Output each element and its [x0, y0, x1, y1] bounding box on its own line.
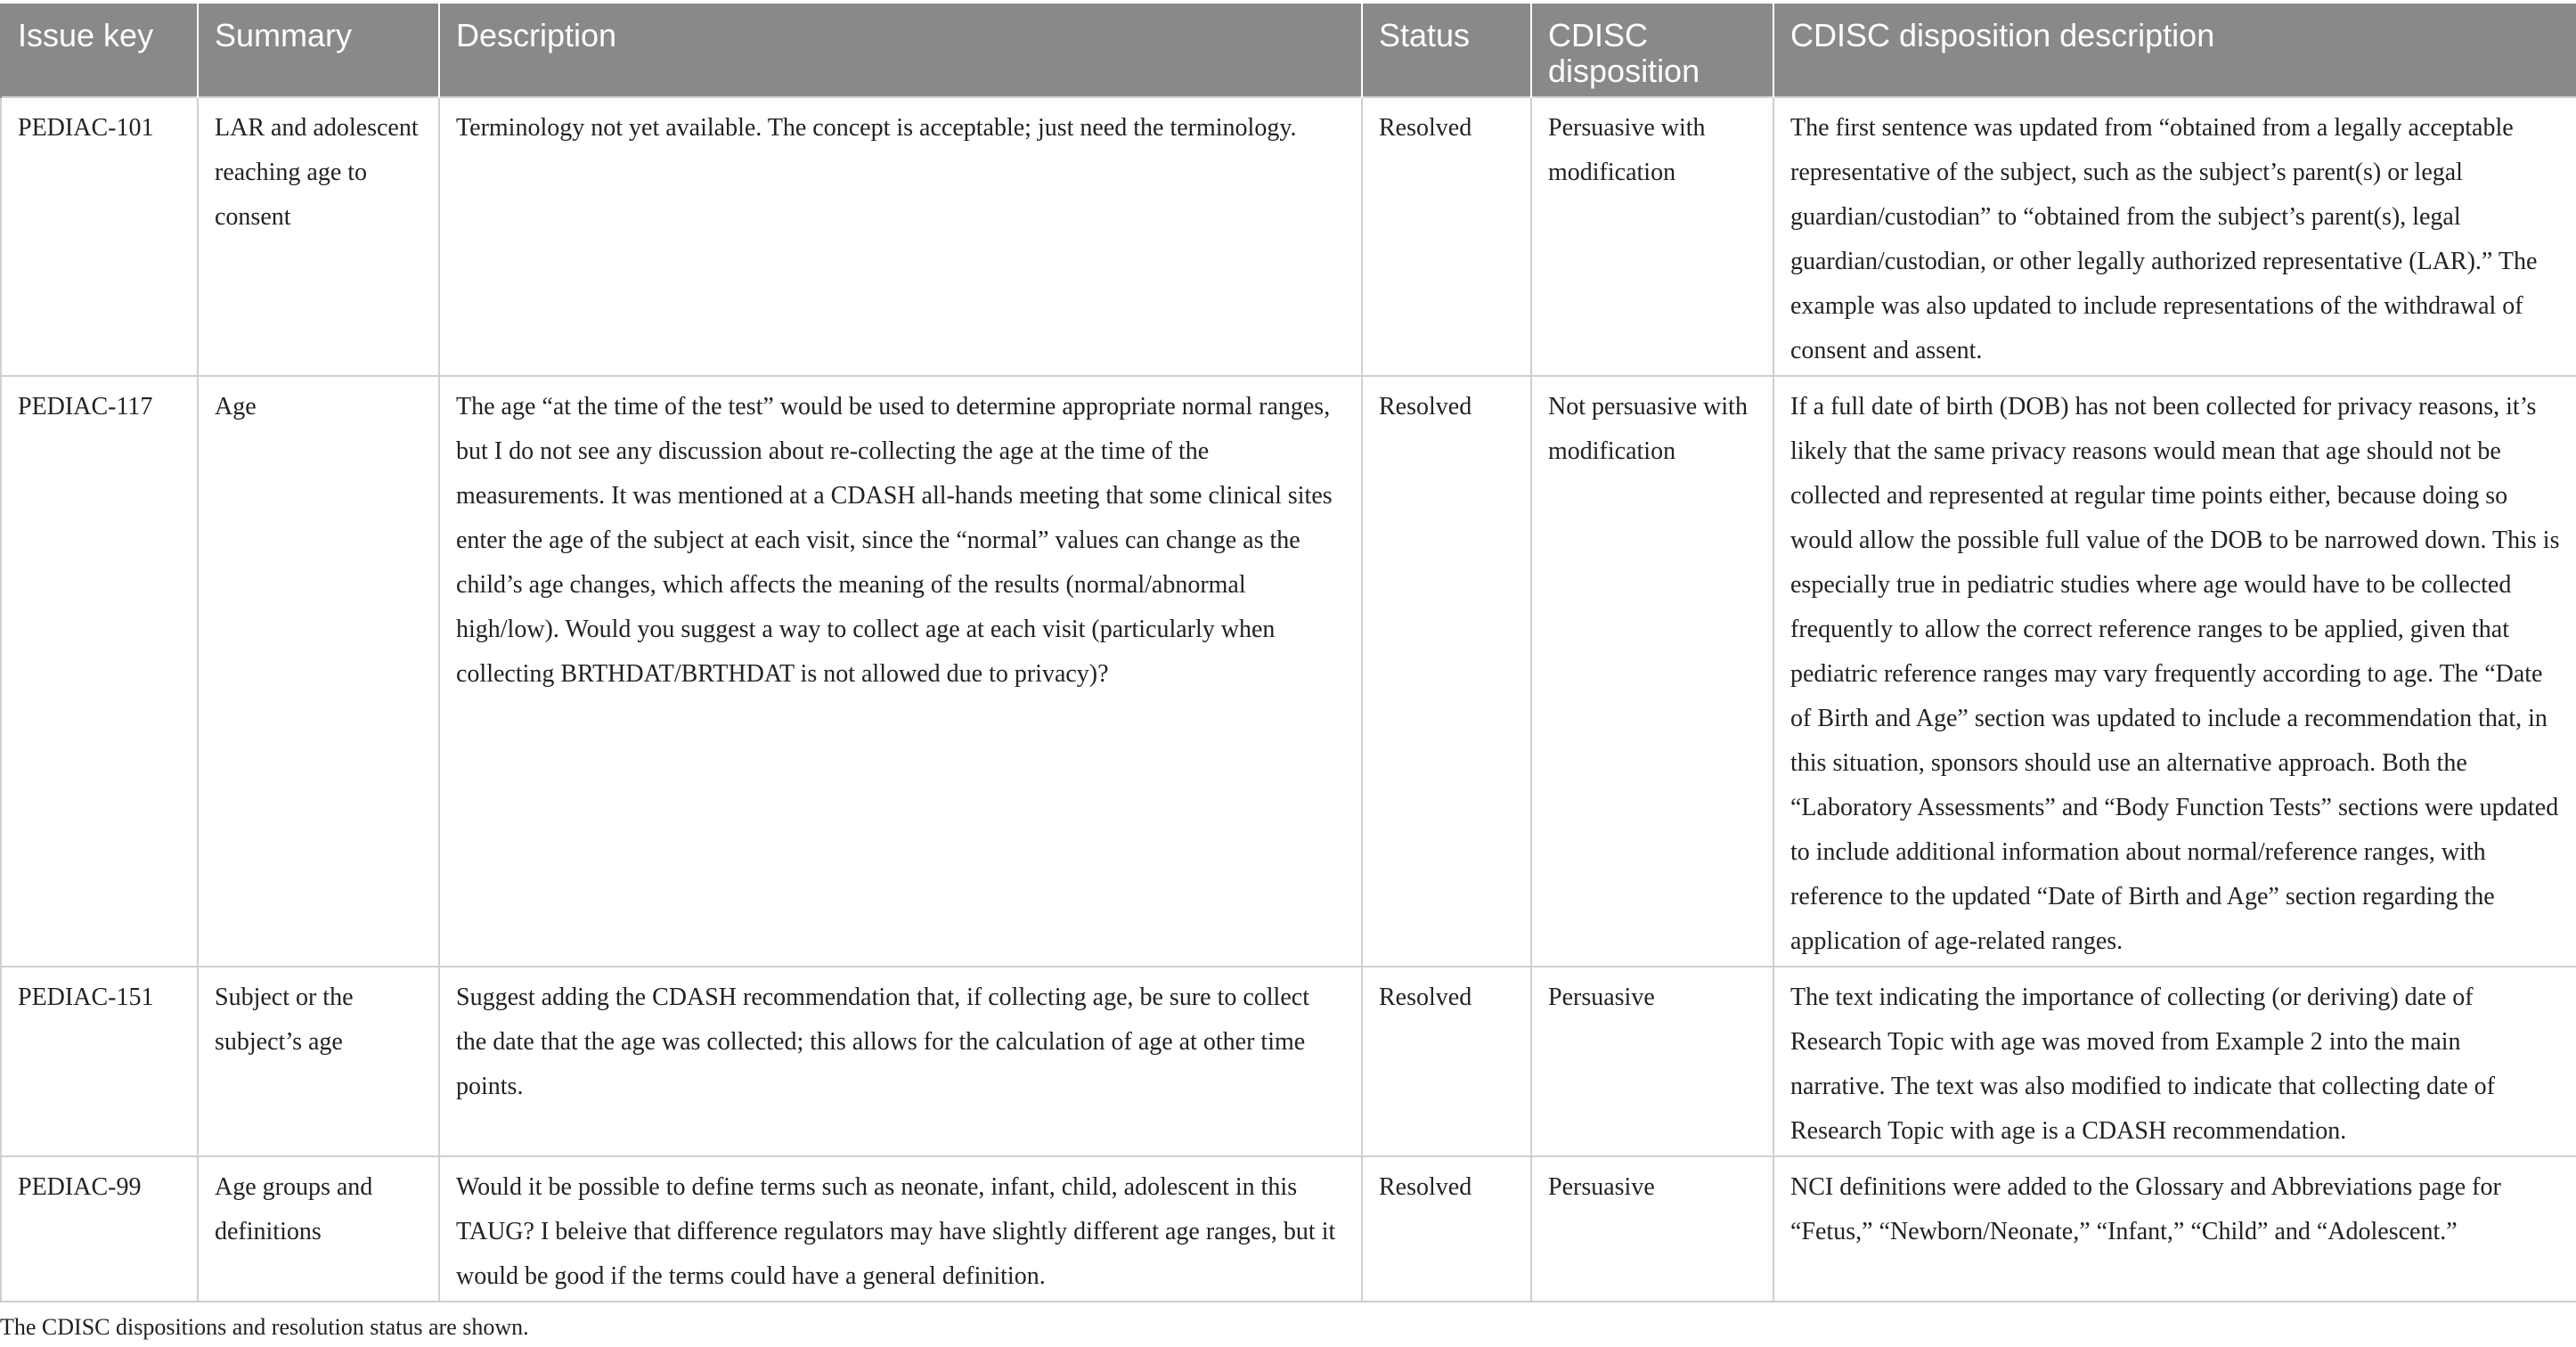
cell-disposition: Not persuasive with modification	[1531, 376, 1773, 967]
cell-disposition-description: If a full date of birth (DOB) has not been collected for privacy reasons, it’s likely that the same privacy reasons would mean that age should not be collected and represented at regular time points either, because doing so would allow the possible full value of the DOB to be narrowed down. This is especially true in pediatric studies where age would have to be collected frequently to allow the correct reference ranges to be applied, given that pediatric reference ranges may vary frequently according to age. The “Date of Birth and Age” section was updated to include a recommendation that, in this situation, sponsors should use an alternative approach. Both the “Laboratory Assessments” and “Body Function Tests” sections were updated to include additional information about normal/reference ranges, with reference to the updated “Date of Birth and Age” section regarding the application of age-related ranges.	[1773, 376, 2576, 967]
cell-disposition: Persuasive	[1531, 967, 1773, 1156]
cell-summary: Subject or the subject’s age	[198, 967, 439, 1156]
cell-summary: LAR and adolescent reaching age to consent	[198, 97, 439, 376]
cell-issue-key: PEDIAC-117	[1, 376, 198, 967]
cell-issue-key: PEDIAC-151	[1, 967, 198, 1156]
cell-status: Resolved	[1362, 97, 1531, 376]
cell-summary: Age groups and definitions	[198, 1156, 439, 1302]
header-row	[1, 4, 2576, 97]
header-issue-key: Issue key	[1, 4, 198, 97]
cell-issue-key: PEDIAC-101	[1, 97, 198, 376]
header-cdisc-disposition-description: CDISC disposition description	[1773, 4, 2576, 97]
table-row	[1, 1156, 2576, 1302]
header-cdisc-disposition: CDISC disposition	[1531, 4, 1773, 97]
table-footnote: The CDISC dispositions and resolution status are shown.	[0, 1314, 529, 1340]
cell-disposition-description: The text indicating the importance of collecting (or deriving) date of Research Topic with age was moved from Example 2 into the main narrative. The text was also modified to indicate that collecting date of Research Topic with age is a CDASH recommendation.	[1773, 967, 2576, 1156]
cell-description: The age “at the time of the test” would be used to determine appropriate normal ranges, but I do not see any discussion about re-collecting the age at the time of the measurements. It was mentioned at a CDASH all-hands meeting that some clinical sites enter the age of the subject at each visit, since the “normal” values can change as the child’s age changes, which affects the meaning of the results (normal/abnormal high/low). Would you suggest a way to collect age at each visit (particularly when collecting BRTHDAT/BRTHDAT is not allowed due to privacy)?	[439, 376, 1362, 967]
cell-summary: Age	[198, 376, 439, 967]
table-row	[1, 97, 2576, 376]
cell-description: Suggest adding the CDASH recommendation that, if collecting age, be sure to collect the date that the age was collected; this allows for the calculation of age at other time points.	[439, 967, 1362, 1156]
cell-disposition: Persuasive	[1531, 1156, 1773, 1302]
cell-status: Resolved	[1362, 967, 1531, 1156]
cell-issue-key: PEDIAC-99	[1, 1156, 198, 1302]
cell-disposition-description: NCI definitions were added to the Glossary and Abbreviations page for “Fetus,” “Newborn/Neonate,” “Infant,” “Child” and “Adolescent.”	[1773, 1156, 2576, 1302]
header-description: Description	[439, 4, 1362, 97]
cell-description: Terminology not yet available. The concept is acceptable; just need the terminology.	[439, 97, 1362, 376]
header-status: Status	[1362, 4, 1531, 97]
header-summary: Summary	[198, 4, 439, 97]
table-row	[1, 376, 2576, 967]
cell-disposition: Persuasive with modification	[1531, 97, 1773, 376]
cell-status: Resolved	[1362, 376, 1531, 967]
cell-disposition-description: The first sentence was updated from “obtained from a legally acceptable representative of the subject, such as the subject’s parent(s) or legal guardian/custodian” to “obtained from the subject’s parent(s), legal guardian/custodian, or other legally authorized representative (LAR).” The example was also updated to include representations of the withdrawal of consent and assent.	[1773, 97, 2576, 376]
dispositions-table	[0, 4, 2576, 1302]
table-row	[1, 967, 2576, 1156]
cell-description: Would it be possible to define terms such as neonate, infant, child, adolescent in this TAUG? I beleive that difference regulators may have slightly different age ranges, but it would be good if the terms could have a general definition.	[439, 1156, 1362, 1302]
cell-status: Resolved	[1362, 1156, 1531, 1302]
